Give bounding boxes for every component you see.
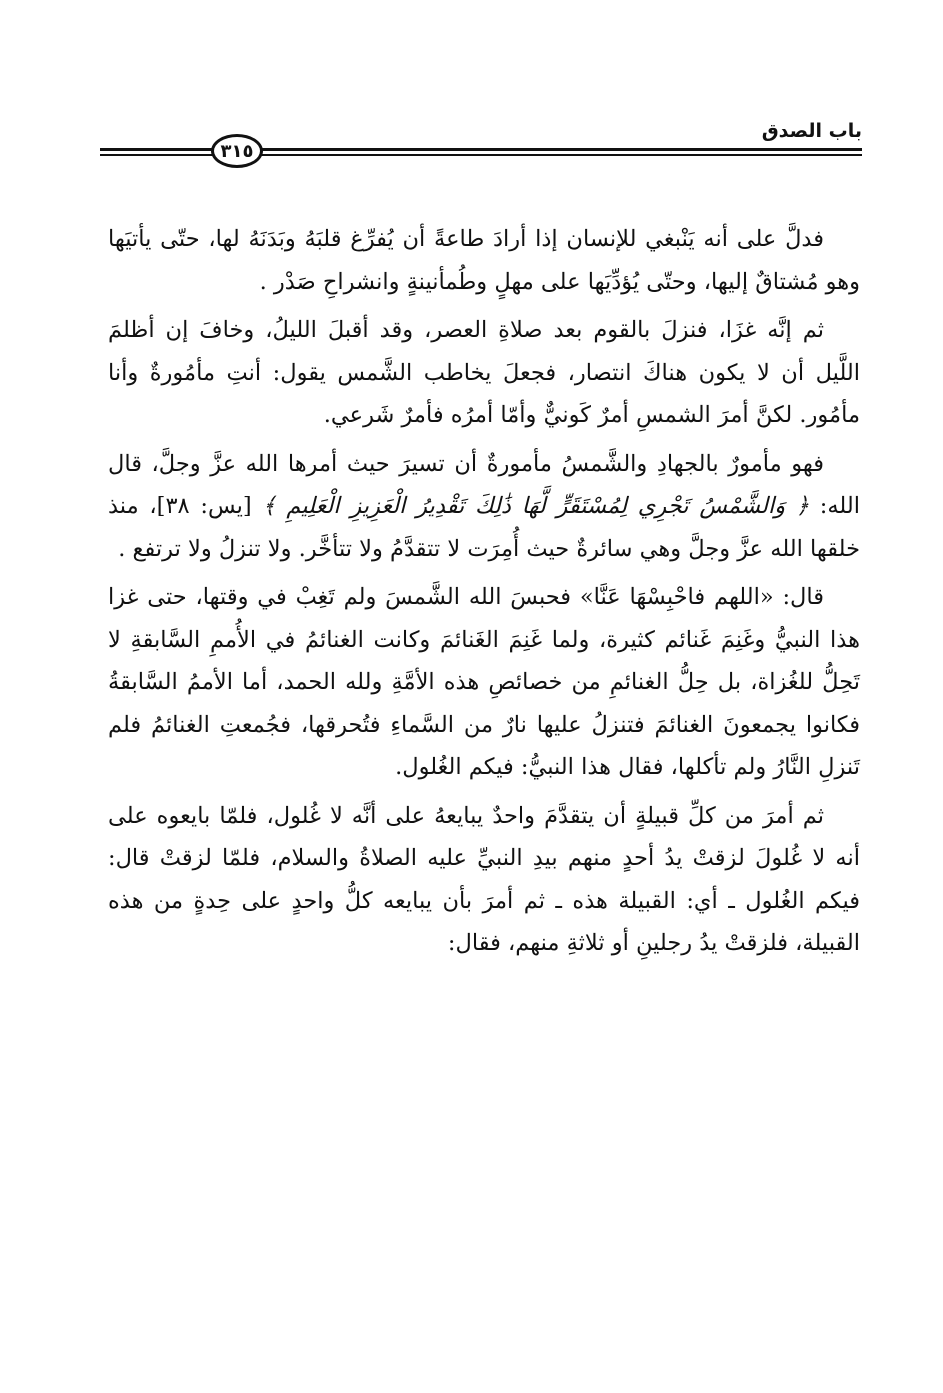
paragraph: فدلَّ على أنه يَنْبغي للإنسان إذا أرادَ طاعةً أن يُفرِّغ قلبَهُ وبَدَنَهُ لها، حتّى يأتيَها وهو مُشتاقٌ إليها، وحتّى يُؤدِّيَها على مهلٍ وطُمأنينةٍ وانشراحِ صَدْر . bbox=[108, 226, 860, 295]
page-header bbox=[100, 118, 862, 188]
header-rule-right bbox=[260, 145, 862, 159]
chapter-title: باب الصدق bbox=[761, 120, 862, 142]
paragraph-text: [يس: ٣٨]، منذ خلقها الله عزَّ وجلَّ وهي سائرةٌ حيث أُمِرَت لا تتقدَّمُ ولا تتأخَّر. ولا تنزلُ ولا ترتفع . bbox=[108, 493, 860, 562]
quran-verse: ﴿ وَالشَّمْسُ تَجْرِي لِمُسْتَقَرٍّ لَّهَا ذَٰلِكَ تَقْدِيرُ الْعَزِيزِ الْعَلِيمِ ﴾ bbox=[262, 493, 809, 519]
page-number: ٣١٥ bbox=[211, 134, 263, 168]
paragraph-text: فهو مأمورٌ بالجهادِ والشَّمسُ مأمورةٌ أن تسيرَ حيث أمرها الله عزَّ وجلَّ، قال الله: bbox=[108, 450, 860, 519]
main-text bbox=[108, 218, 860, 971]
paragraph: ثم أمرَ من كلِّ قبيلةٍ أن يتقدَّمَ واحدٌ يبايعهُ على أنَّه لا غُلول، فلمّا بايعوه على أنه لا غُلولَ لزقتْ يدُ أحدٍ منهم بيدِ النبيِّ عليه الصلاةُ والسلام، فلمّا لزقتْ قال: فيكم الغُلول ـ أي: القبيلة هذه ـ ثم أمرَ بأن يبايعه كلُّ واحدٍ على حِدةٍ من هذه القبيلة، فلزقتْ يدُ رجلينِ أو ثلاثةِ منهم، فقال: bbox=[108, 802, 860, 956]
paragraph: ثم إنَّه غزَا، فنزلَ بالقوم بعد صلاةِ العصر، وقد أقبلَ الليلُ، وخافَ إن أظلمَ اللَّيل أن لا يكون هناكَ انتصار، فجعلَ يخاطب الشَّمس يقول: أنتِ مأمُورةٌ وأنا مأمُور. لكنَّ أمرَ الشمسِ أمرٌ كَونيٌّ وأمّا أمرُه فأمرٌ شَرعي. bbox=[108, 317, 860, 428]
header-rule-left bbox=[100, 145, 215, 159]
paragraph: قال: «اللهم فاحْبِسْهَا عَنَّا» فحبسَ الله الشَّمسَ ولم تَغِبْ في وقتها، حتى غزا هذا النبيُّ وغَنِمَ غَنائم كثيرة، ولما غَنِمَ الغَنائمَ وكانت الغنائمُ في الأُممِ السَّابقةِ لا تَحِلُّ للغُزاة، بل حِلُّ الغنائمِ من خصائصِ هذه الأمَّةِ ولله الحمد، أما الأممُ السَّابقةُ فكانوا يجمعونَ الغنائمَ فتنزلُ عليها نارٌ من السَّماءِ فتُحرقها، فجُمعتِ الغنائمُ فلم تَنزلِ النَّارُ ولم تأكلها، فقال هذا النبيُّ: فيكم الغُلول. bbox=[108, 584, 860, 780]
paragraph bbox=[108, 443, 860, 571]
